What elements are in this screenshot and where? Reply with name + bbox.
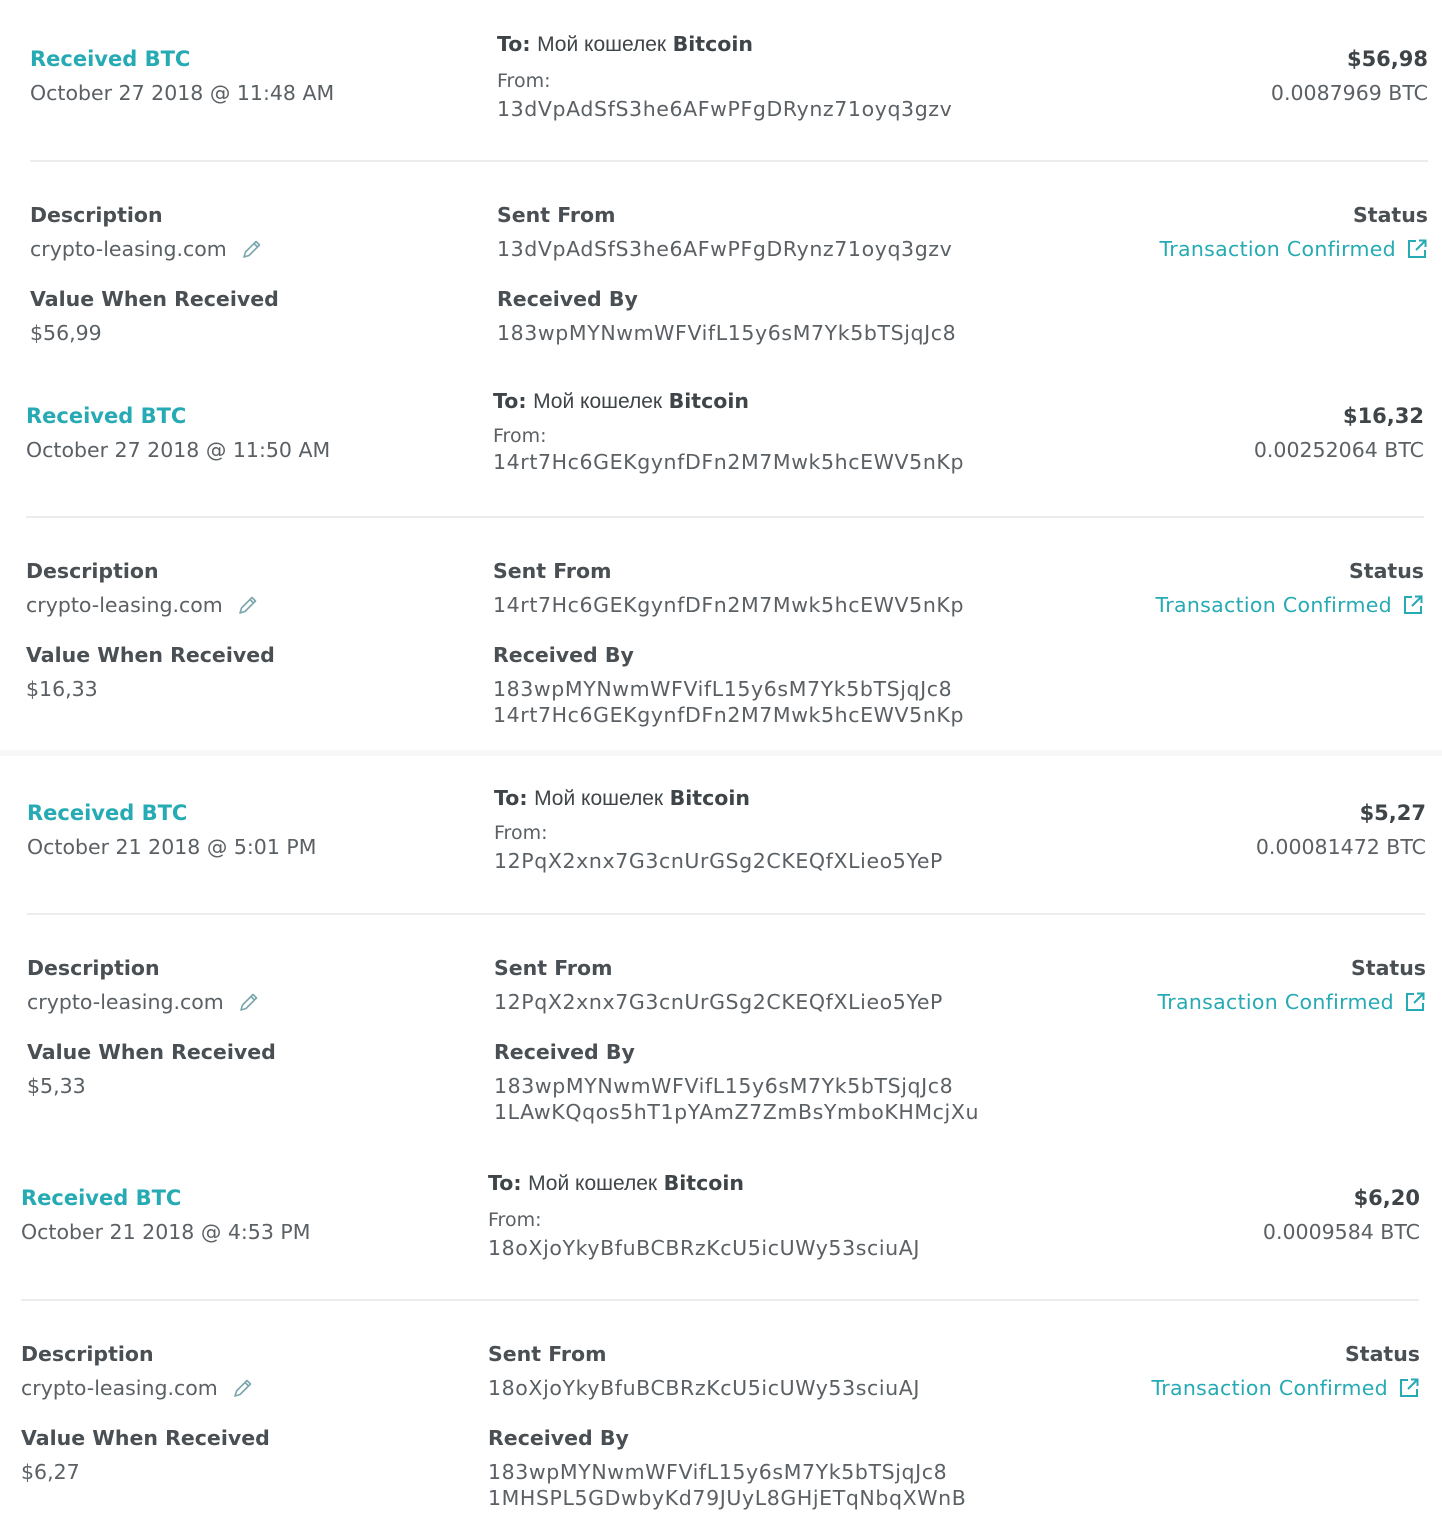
amount-btc: 0.00252064 BTC [1253, 438, 1424, 462]
description-label: Description [27, 956, 160, 980]
received-by-label: Received By [493, 643, 634, 667]
value-when-received-label: Value When Received [27, 1040, 276, 1064]
to-wallet [493, 388, 1053, 415]
amount-usd: $16,32 [1342, 404, 1424, 428]
pencil-icon[interactable] [241, 238, 263, 260]
description-value: crypto-leasing.com [26, 593, 223, 617]
status-text[interactable]: Transaction Confirmed [1159, 237, 1396, 261]
transaction-date: October 21 2018 @ 5:01 PM [27, 835, 317, 859]
to-label: To: [493, 389, 527, 413]
transaction-title: Received BTC [21, 1186, 182, 1210]
status-label: Status [1345, 1342, 1420, 1366]
external-link-icon[interactable] [1398, 1377, 1420, 1399]
from-address: 13dVpAdSfS3he6AFwPFgDRynz71oyq3gzv [497, 97, 953, 121]
to-label: To: [494, 786, 528, 810]
status-label: Status [1353, 203, 1428, 227]
to-wallet-name: Bitcoin [669, 786, 750, 810]
description-value: crypto-leasing.com [27, 990, 224, 1014]
external-link-icon[interactable] [1406, 238, 1428, 260]
description-row [26, 592, 466, 618]
description-value: crypto-leasing.com [30, 237, 227, 261]
status-link[interactable] [1155, 592, 1424, 618]
pencil-icon[interactable] [232, 1377, 254, 1399]
sent-from-address: 18oXjoYkyBfuBCBRzKcU5icUWy53sciuAJ [488, 1376, 921, 1400]
status-text[interactable]: Transaction Confirmed [1155, 593, 1392, 617]
from-label: From: [488, 1209, 542, 1231]
transaction-date: October 21 2018 @ 4:53 PM [21, 1220, 311, 1244]
to-wallet [488, 1170, 1048, 1197]
amount-btc: 0.00081472 BTC [1255, 835, 1426, 859]
description-row [27, 989, 467, 1015]
transaction-title: Received BTC [26, 404, 187, 428]
value-when-received-label: Value When Received [26, 643, 275, 667]
sent-from-address: 13dVpAdSfS3he6AFwPFgDRynz71oyq3gzv [497, 237, 953, 261]
description-label: Description [21, 1342, 154, 1366]
to-wallet-label: Мой кошелек [534, 787, 664, 810]
status-text[interactable]: Transaction Confirmed [1157, 990, 1394, 1014]
amount-usd: $5,27 [1359, 801, 1426, 825]
divider [26, 516, 1424, 518]
sent-from-label: Sent From [493, 559, 612, 583]
description-row [21, 1375, 461, 1401]
transaction-date: October 27 2018 @ 11:50 AM [26, 438, 331, 462]
description-label: Description [30, 203, 163, 227]
from-address: 12PqX2xnx7G3cnUrGSg2CKEQfXLieo5YeP [494, 849, 944, 873]
from-label: From: [493, 425, 547, 447]
external-link-icon[interactable] [1404, 991, 1426, 1013]
description-value: crypto-leasing.com [21, 1376, 218, 1400]
amount-usd: $6,20 [1353, 1186, 1420, 1210]
to-wallet [494, 785, 1054, 812]
from-address: 14rt7Hc6GEKgynfDFn2M7Mwk5hcEWV5nKp [493, 450, 965, 474]
to-wallet [497, 31, 1057, 58]
value-when-received-label: Value When Received [21, 1426, 270, 1450]
sent-from-label: Sent From [494, 956, 613, 980]
received-by-address: 183wpMYNwmWFVifL15y6sM7Yk5bTSjqJc8 [488, 1460, 948, 1484]
transaction-title: Received BTC [27, 801, 188, 825]
received-by-address: 183wpMYNwmWFVifL15y6sM7Yk5bTSjqJc8 [494, 1074, 954, 1098]
from-label: From: [497, 70, 551, 92]
value-when-received-label: Value When Received [30, 287, 279, 311]
to-wallet-label: Мой кошелек [528, 1172, 658, 1195]
received-by-label: Received By [488, 1426, 629, 1450]
value-when-received: $16,33 [26, 677, 98, 701]
amount-usd: $56,98 [1346, 47, 1428, 71]
pencil-icon[interactable] [237, 594, 259, 616]
description-label: Description [26, 559, 159, 583]
transaction-date: October 27 2018 @ 11:48 AM [30, 81, 335, 105]
from-address: 18oXjoYkyBfuBCBRzKcU5icUWy53sciuAJ [488, 1236, 921, 1260]
section-separator [0, 750, 1442, 756]
received-by-address: 14rt7Hc6GEKgynfDFn2M7Mwk5hcEWV5nKp [493, 703, 965, 727]
status-text[interactable]: Transaction Confirmed [1151, 1376, 1388, 1400]
status-link[interactable] [1159, 236, 1428, 262]
amount-btc: 0.0087969 BTC [1270, 81, 1428, 105]
sent-from-address: 12PqX2xnx7G3cnUrGSg2CKEQfXLieo5YeP [494, 990, 944, 1014]
to-label: To: [488, 1171, 522, 1195]
status-link[interactable] [1151, 1375, 1420, 1401]
received-by-label: Received By [497, 287, 638, 311]
status-label: Status [1349, 559, 1424, 583]
amount-btc: 0.0009584 BTC [1262, 1220, 1420, 1244]
received-by-address: 183wpMYNwmWFVifL15y6sM7Yk5bTSjqJc8 [493, 677, 953, 701]
value-when-received: $6,27 [21, 1460, 80, 1484]
pencil-icon[interactable] [238, 991, 260, 1013]
value-when-received: $56,99 [30, 321, 102, 345]
to-wallet-label: Мой кошелек [537, 33, 667, 56]
description-row [30, 236, 470, 262]
status-link[interactable] [1157, 989, 1426, 1015]
to-wallet-name: Bitcoin [668, 389, 749, 413]
divider [21, 1299, 1419, 1301]
divider [30, 160, 1428, 162]
from-label: From: [494, 822, 548, 844]
to-wallet-label: Мой кошелек [533, 390, 663, 413]
value-when-received: $5,33 [27, 1074, 86, 1098]
sent-from-label: Sent From [497, 203, 616, 227]
transaction-title: Received BTC [30, 47, 191, 71]
received-by-label: Received By [494, 1040, 635, 1064]
to-wallet-name: Bitcoin [672, 32, 753, 56]
external-link-icon[interactable] [1402, 594, 1424, 616]
sent-from-address: 14rt7Hc6GEKgynfDFn2M7Mwk5hcEWV5nKp [493, 593, 965, 617]
received-by-address: 1MHSPL5GDwbyKd79JUyL8GHjETqNbqXWnB [488, 1486, 967, 1510]
to-label: To: [497, 32, 531, 56]
received-by-address: 1LAwKQqos5hT1pYAmZ7ZmBsYmboKHMcjXu [494, 1100, 980, 1124]
divider [27, 913, 1425, 915]
to-wallet-name: Bitcoin [663, 1171, 744, 1195]
status-label: Status [1351, 956, 1426, 980]
sent-from-label: Sent From [488, 1342, 607, 1366]
received-by-address: 183wpMYNwmWFVifL15y6sM7Yk5bTSjqJc8 [497, 321, 957, 345]
